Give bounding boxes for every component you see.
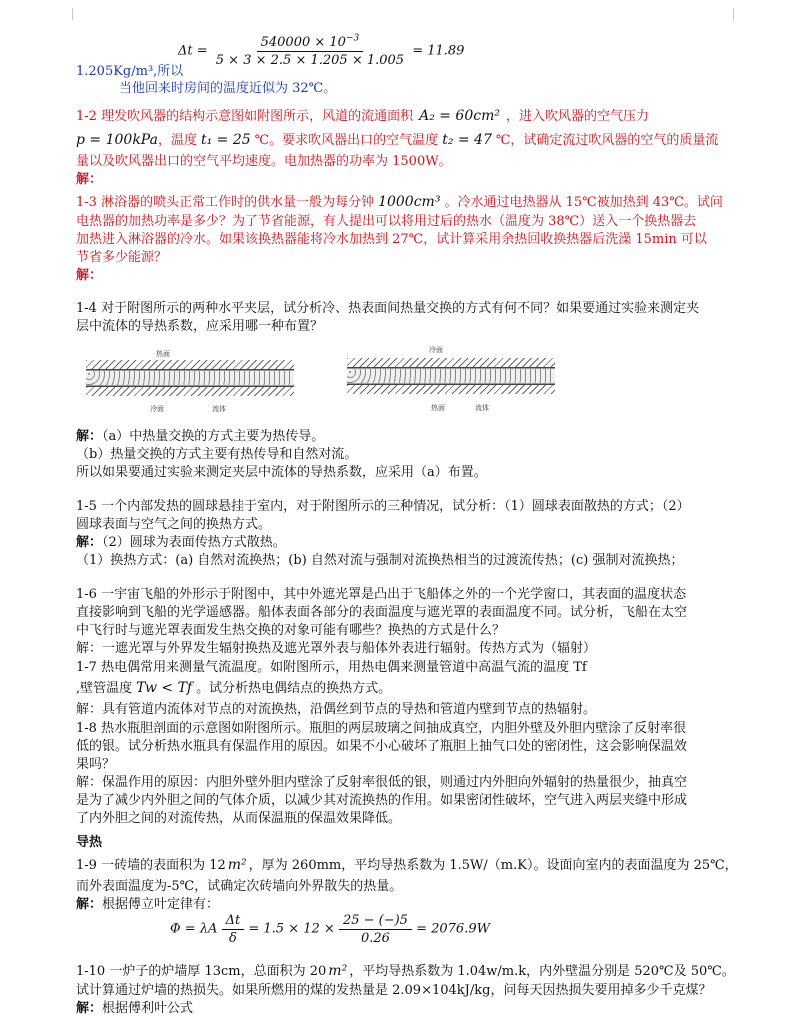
answer-label-1-4: 解：	[76, 429, 103, 444]
fig-b-top-label: 冷面	[429, 346, 443, 354]
problem-1-8: 1-8 热水瓶胆剖面的示意图如附图所示。瓶胆的两层玻璃之间抽成真空，内胆外壁及外胆内壁涂了反射率很 低的银。试分析热水瓶具有保温作用的原因。如果不小心破坏了瓶胆上抽气口处的密闭性，这会影响保温效 果吗？ 解：保温作用的原因：内胆外壁外胆内壁涂了反射率很低的银，则通过内外胆向外辐射的热量很少，抽真空 是为了减少内外胆之间的气体介质，以减少其对流换热的作用。如果密闭性破坏，空气进入两层夹缝中形成 了内外胆之间的对流传热，从而保温瓶的保温效果降低。	[76, 721, 688, 826]
section-heading-conduction: 导热	[76, 835, 103, 850]
math-flow: 1000cm³	[378, 194, 441, 210]
fig-b-bottom-wall	[347, 385, 555, 394]
answer-label-1-5: 解：	[76, 535, 103, 550]
answer-label-1-3: 解：	[76, 268, 103, 283]
answer-1-4: 解：（a）中热量交换的方式主要为热传导。 （b）热量交换的方式主要有热传导和自然对流。 所以如果要通过实验来测定夹层中流体的导热系数，应采用（a）布置。	[76, 429, 487, 480]
fig-b-top-wall	[347, 358, 555, 367]
page-corner-mark-left	[60, 8, 73, 20]
math-t2: t₂ = 47	[442, 132, 492, 148]
problem-1-5: 1-5 一个内部发热的圆球悬挂于室内，对于附图所示的三种情况，试分析：（1）圆球表面散热的方式；（2） 圆球表面与空气之间的换热方式。 解：（2）圆球为表面传热方式散热。 （1）换热方式：(a) 自然对流换热；(b) 自然对流与强制对流换热相当的过渡流传热；(c) 强制对流换热；	[76, 499, 690, 568]
problem-1-4: 1-4 对于附图所示的两种水平夹层，试分析冷、热表面间热量交换的方式有何不同？如果要通过实验来测定夹 层中流体的导热系数，应采用哪一种布置？	[76, 301, 700, 334]
math-pressure: p = 100kPa	[76, 132, 158, 148]
problem-1-7: 1-7 热电偶常用来测量气流温度。如附图所示，用热电偶来测量管道中高温气流的温度 Tf ,壁管温度 Tw < Tf 。试分析热电偶结点的换热方式。 解：具有管道内流体对节点的对流换热，沿偶丝到节点的导热和管道内壁到节点的热辐射。	[76, 660, 597, 717]
fig-a-bottom-wall	[86, 387, 294, 396]
problem-1-9: 1-9 一砖墙的表面积为 12 m² ，厚为 260mm，平均导热系数为 1.5W/（m.K）。设面向室内的表面温度为 25℃， 而外表面温度为-5℃，试确定次砖墙向外界散失的热量。 解：根据傅立叶定律有：	[76, 857, 738, 912]
answer-label-1-2: 解：	[76, 172, 103, 187]
problem-1-10: 1-10 一炉子的炉墙厚 13cm，总面积为 20 m² ，平均导热系数为 1.04w/m.k，内外壁温分别是 520℃及 50℃。 试计算通过炉墙的热损失。如果所燃用的煤的发热量是 2.09×104kJ/kg，问每天因热损失要用掉多少千克煤？ 解：根据傅利叶公式	[76, 963, 735, 1016]
fig-a-bottom-right-label: 流体	[212, 405, 226, 413]
unit-m2-1-10: m²	[328, 963, 348, 979]
math-t1: t₁ = 25	[200, 132, 251, 148]
figure-layer-a	[86, 350, 294, 414]
density-line: 1.205Kg/m³,所以	[76, 64, 184, 79]
fig-a-top-label: 热面	[156, 350, 170, 358]
fig-a-fluid	[86, 370, 294, 386]
fig-a-bottom-left-label: 冷面	[150, 405, 164, 413]
unit-m2-1-9: m²	[227, 857, 247, 873]
page-corner-mark-right	[733, 8, 746, 20]
fig-b-fluid	[347, 368, 555, 384]
figure-layer-b	[347, 346, 555, 414]
fig-a-top-wall	[86, 360, 294, 369]
fig-b-bottom-left-label: 热面	[431, 404, 445, 412]
fig-b-bottom-right-label: 流体	[475, 404, 489, 412]
problem-1-2: 1-2 理发吹风器的结构示意图如附图所示，风道的流通面积 A₂ = 60cm² ，进入吹风器的空气压力 p = 100kPa，温度 t₁ = 25 ℃。要求吹风器出口的空气温度 t₂ = 47 ℃，试确定流过吹风器的空气的质量流 量以及吹风器出口的空气平均速度。电加热器的功率为 1500W。 解：	[76, 108, 719, 187]
math-area: A₂ = 60cm²	[419, 108, 500, 124]
formula-delta-t: Δt = $\frac{540000 \times 10^{-3}}{5 \times 3 \times 2.5 \times 1.205 \times 1.005}$ = 11.89	[178, 33, 465, 68]
problem-1-6: 1-6 一宇宙飞船的外形示于附图中，其中外遮光罩是凸出于飞船体之外的一个光学窗口，其表面的温度状态 直接影响到飞船的光学遥感器。船体表面各部分的表面温度与遮光罩的表面温度不同。试分析，飞船在太空 中飞行时与遮光罩表面发生热交换的对象可能有哪些？换热的方式是什么？ 解：一遮光罩与外界发生辐射换热及遮光罩外表与船体外表进行辐射。传热方式为（辐射）	[76, 587, 688, 656]
answer-label-1-10: 解：	[76, 1001, 103, 1016]
problem-1-3: 1-3 淋浴器的喷头正常工作时的供水量一般为每分钟 1000cm³ 。冷水通过电热器从 15℃被加热到 43℃。试问 电热器的加热功率是多少？为了节省能源，有人提出可以将用过后的热水（温度为 38℃）送入一个换热器去 加热进入淋浴器的冷水。如果该换热器能将冷水加热到 27℃，试计算采用余热回收换热器后洗澡 15min 可以 节省多少能源？ 解：	[76, 193, 740, 285]
room-temp-line: 当他回来时房间的温度近似为 32℃。	[119, 81, 337, 96]
formula-fourier-wall: Φ = λA $\frac{\Delta t}{\delta}$ = 1.5 × 12 × $\frac{25 - (-)5}{0.26}$ = 2076.9W	[170, 913, 490, 946]
math-tw-lt-tf: Tw < Tf	[136, 680, 193, 696]
answer-label-1-9: 解：	[76, 897, 103, 912]
